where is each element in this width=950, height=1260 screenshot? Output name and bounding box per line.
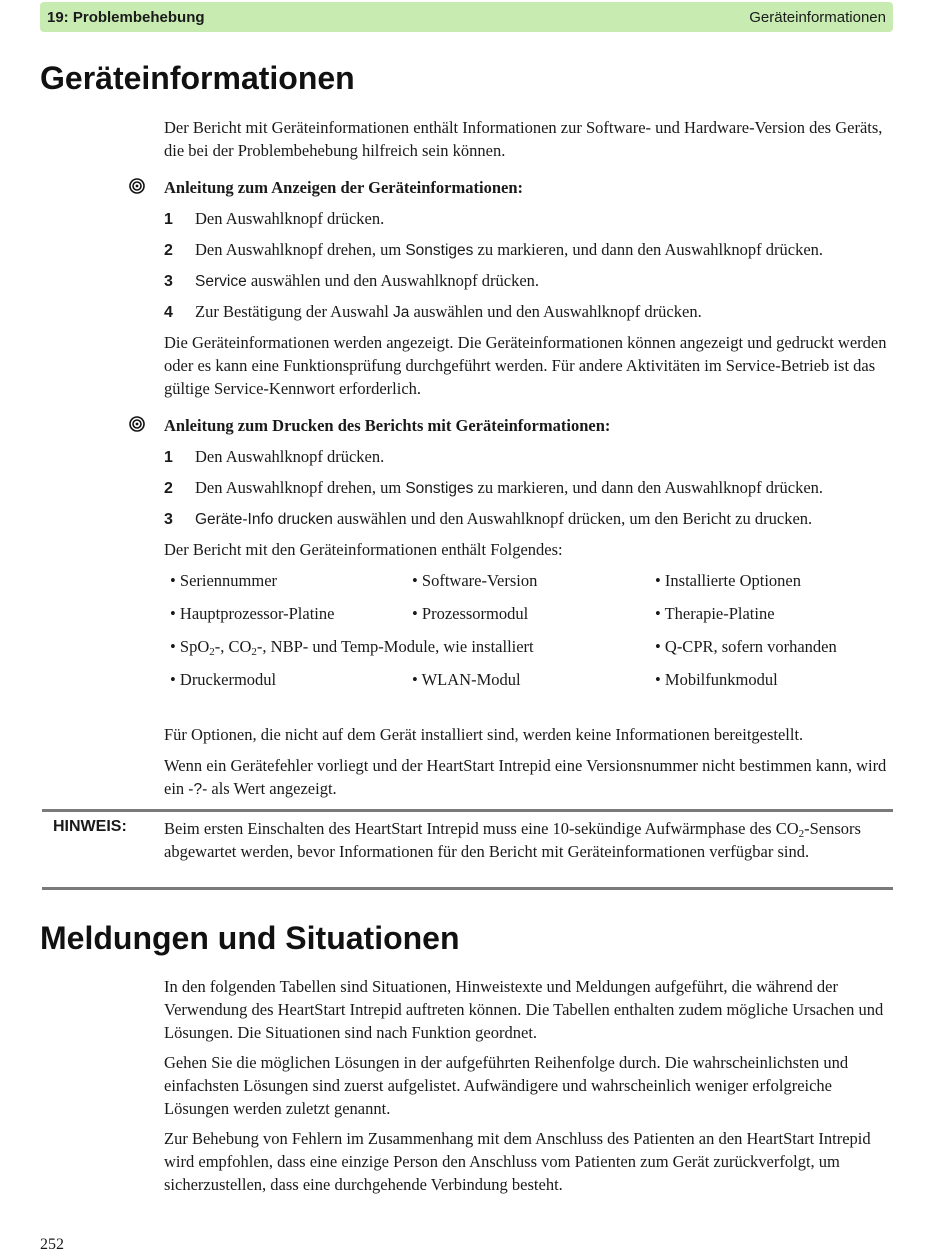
list-item: • Q-CPR, sofern vorhanden xyxy=(655,637,837,656)
no-info-paragraph: Für Optionen, die nicht auf dem Gerät installiert sind, werden keine Informationen bereitgestellt. xyxy=(164,725,804,744)
list-item xyxy=(170,635,534,658)
step-number: 2 xyxy=(164,242,173,259)
list-item: • Hauptprozessor-Platine xyxy=(170,604,335,623)
step-text: auswählen und den Auswahlknopf drücken. xyxy=(409,302,702,321)
step-number: 1 xyxy=(164,211,173,228)
list-item: • Software-Version xyxy=(412,571,538,590)
result-paragraph: Die Geräteinformationen werden angezeigt. Die Geräteinformationen können angezeigt und gedruckt werden oder es kann eine Funktionsprüfung durchgeführt werden. Für andere Aktivitäten im Service-Betrieb ist das gültige Service-Kennwort erforderlich. xyxy=(164,333,887,398)
list-item: • Installierte Optionen xyxy=(655,571,801,590)
paragraph: Gehen Sie die möglichen Lösungen in der aufgeführten Reihenfolge durch. Die wahrscheinlichsten und einfachsten Lösungen sind zuerst aufgelistet. Aufwändigere und wahrscheinlich weniger erfolgreiche Lösungen werden zuletzt genannt. xyxy=(164,1053,849,1118)
list-item: • Seriennummer xyxy=(170,571,278,590)
step-number: 3 xyxy=(164,273,173,290)
step-item xyxy=(164,238,904,262)
paragraph: In den folgenden Tabellen sind Situationen, Hinweistexte und Meldungen aufgeführt, die während der Verwendung des HeartStart Intrepid auftreten können. Die Tabellen enthalten zudem mögliche Ursachen und Lösungen. Die Situationen sind nach Funktion geordnet. xyxy=(164,977,884,1042)
step-item xyxy=(164,476,904,500)
note-top-rule xyxy=(42,809,893,812)
step-text: zu markieren, und dann den Auswahlknopf drücken. xyxy=(473,478,824,497)
step-text: Den Auswahlknopf drehen, um xyxy=(195,240,406,259)
step-number: 2 xyxy=(164,480,173,497)
menu-key-label: Sonstiges xyxy=(405,242,474,259)
page-number: 252 xyxy=(40,1236,64,1253)
contents-intro: Der Bericht mit den Geräteinformationen enthält Folgendes: xyxy=(164,540,563,559)
list-item: • WLAN-Modul xyxy=(412,670,521,689)
menu-key-label: Sonstiges xyxy=(405,480,474,497)
intro-paragraph: Der Bericht mit Geräteinformationen enthält Informationen zur Software- und Hardware-Version des Geräts, die bei der Problembehebung hilfreich sein können. xyxy=(164,118,883,160)
step-text: Den Auswahlknopf drücken. xyxy=(195,209,385,228)
step-text: Den Auswahlknopf drehen, um xyxy=(195,478,406,497)
running-header xyxy=(40,2,893,32)
list-item: • Prozessormodul xyxy=(412,604,529,623)
step-number: 3 xyxy=(164,511,173,528)
step-text: zu markieren, und dann den Auswahlknopf drücken. xyxy=(473,240,824,259)
note-text-part: -Sensors abgewartet werden, bevor Informationen für den Bericht mit Geräteinformationen verfügbar sind. xyxy=(164,819,861,861)
list-item-text: -, NBP- und Temp-Module, wie installiert xyxy=(256,637,534,656)
procedure-heading-drucken: Anleitung zum Drucken des Berichts mit Geräteinformationen: xyxy=(164,416,611,435)
list-item-text: -, CO xyxy=(214,637,252,656)
note-text xyxy=(164,817,876,863)
step-item xyxy=(164,445,904,469)
note-label: HINWEIS: xyxy=(53,818,127,835)
list-item: • Mobilfunkmodul xyxy=(655,670,778,689)
note-bottom-rule xyxy=(42,887,893,890)
subscript: 2 xyxy=(251,646,257,658)
menu-key-label: Geräte-Info drucken xyxy=(195,511,333,528)
step-item xyxy=(164,207,904,231)
step-text: auswählen und den Auswahlknopf drücken. xyxy=(246,271,540,290)
list-item: • Therapie-Platine xyxy=(655,604,775,623)
list-item-text: • SpO xyxy=(170,637,210,656)
error-text: als Wert angezeigt. xyxy=(207,779,337,798)
step-item xyxy=(164,269,904,293)
procedure-target-icon xyxy=(129,178,145,194)
error-paragraph xyxy=(164,754,892,801)
subscript: 2 xyxy=(798,828,805,840)
note-text-part: Beim ersten Einschalten des HeartStart Intrepid muss eine 10-sekündige Aufwärmphase des CO xyxy=(164,819,799,838)
procedure-target-icon xyxy=(129,416,145,432)
step-number: 4 xyxy=(164,304,173,321)
step-number: 1 xyxy=(164,449,173,466)
menu-key-label: Service xyxy=(195,273,247,290)
step-item xyxy=(164,507,904,531)
section-heading-geraeteinformationen: Geräteinformationen xyxy=(40,60,355,96)
step-item xyxy=(164,300,904,324)
error-text: Wenn ein Gerätefehler vorliegt und der HeartStart Intrepid eine Versionsnummer nicht bestimmen kann, wird ein xyxy=(164,756,887,798)
subscript: 2 xyxy=(209,646,215,658)
step-text: Zur Bestätigung der Auswahl xyxy=(195,302,393,321)
menu-key-label: Ja xyxy=(392,304,410,321)
step-text: Den Auswahlknopf drücken. xyxy=(195,447,385,466)
section-title: Geräteinformationen xyxy=(749,8,886,26)
section-heading-meldungen: Meldungen und Situationen xyxy=(40,920,460,956)
chapter-title: 19: Problembehebung xyxy=(47,8,205,26)
paragraph: Zur Behebung von Fehlern im Zusammenhang mit dem Anschluss des Patienten an den HeartStart Intrepid wird empfohlen, dass eine einzige Person den Anschluss vom Patienten zum Gerät zurückverfolgt, um sicherzustellen, dass eine durchgehende Verbindung besteht. xyxy=(164,1129,871,1194)
step-text: auswählen und den Auswahlknopf drücken, um den Bericht zu drucken. xyxy=(332,509,813,528)
list-item: • Druckermodul xyxy=(170,670,277,689)
procedure-heading-anzeigen: Anleitung zum Anzeigen der Geräteinformationen: xyxy=(164,178,523,197)
error-value-label: -?- xyxy=(188,781,208,798)
